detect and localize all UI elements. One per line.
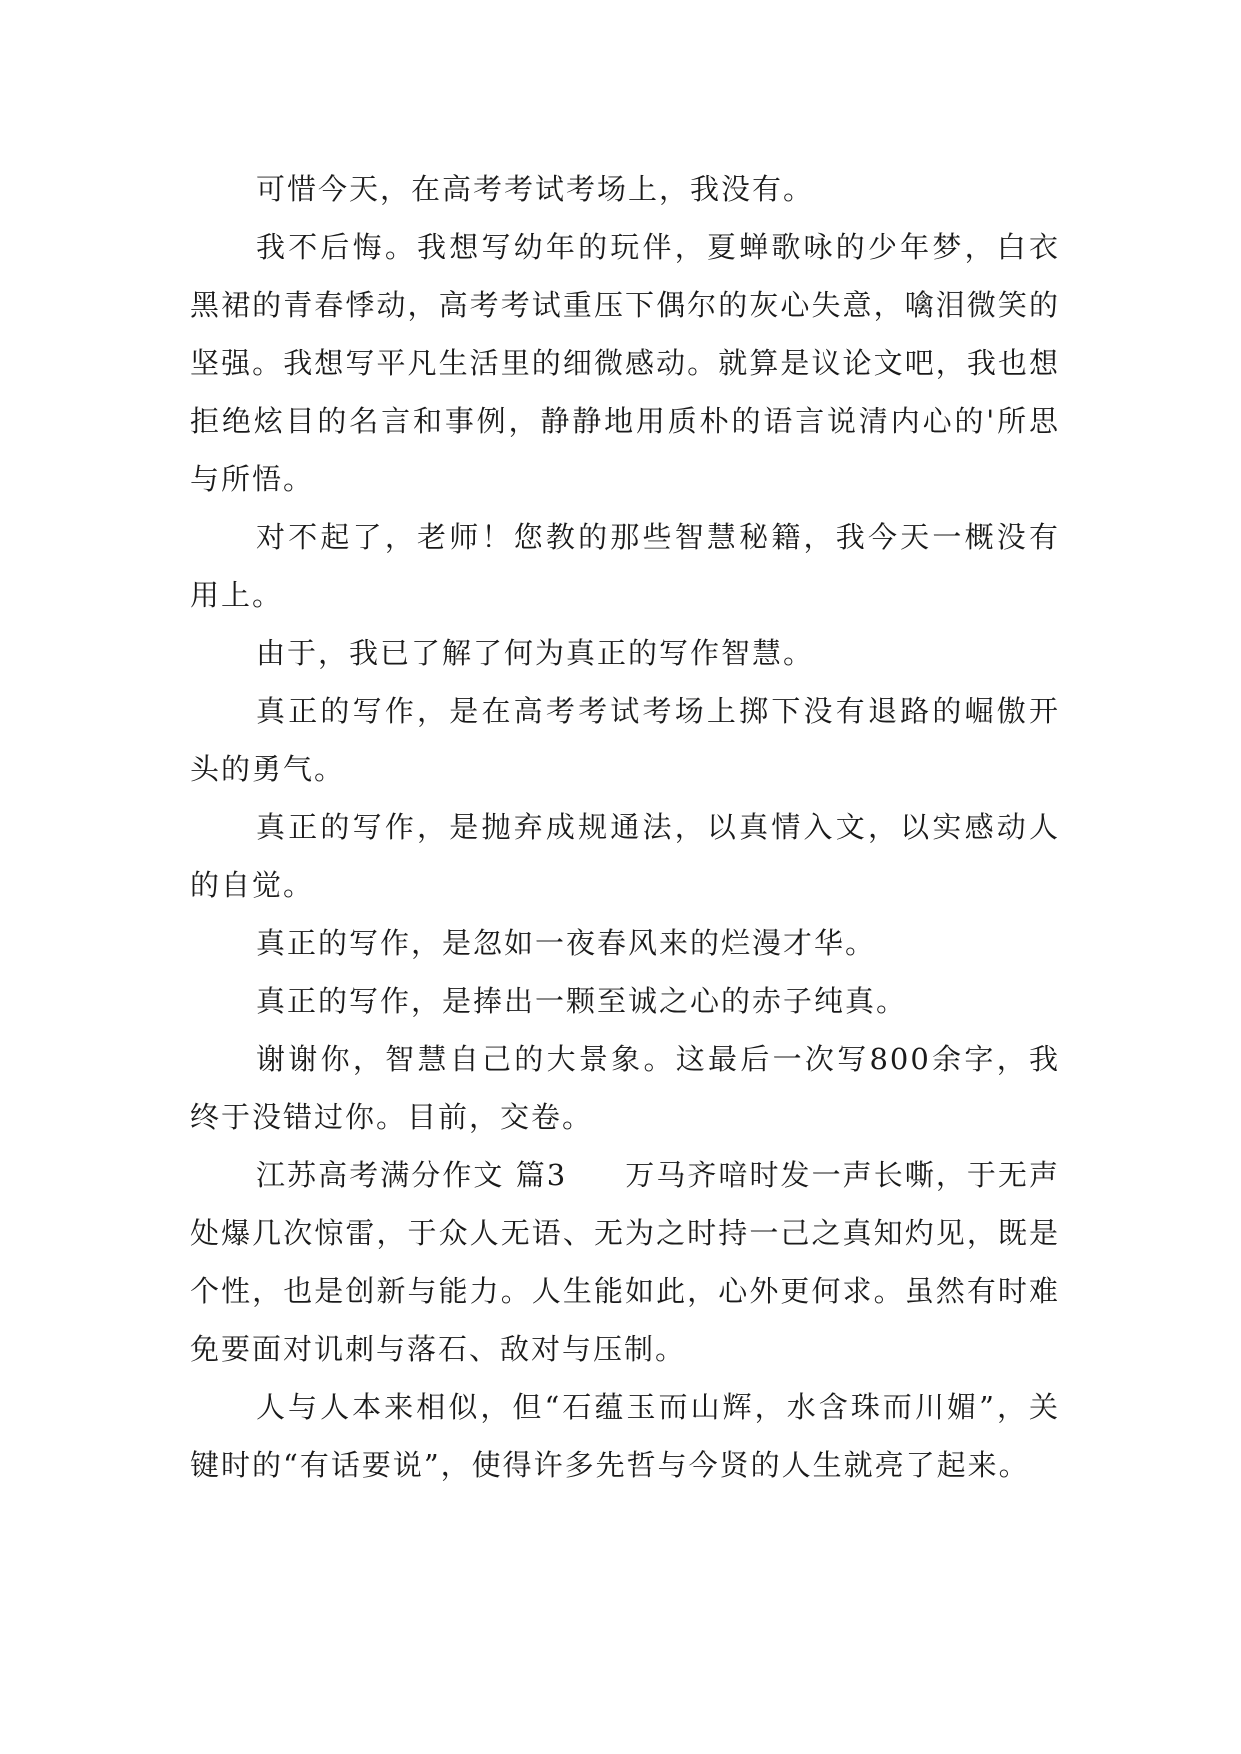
paragraph: 对不起了，老师！您教的那些智慧秘籍，我今天一概没有用上。 [190,520,1060,612]
section-intro: 万马齐喑时发一声长嘶，于无声处爆几次惊雷，于众人无语、无为之时持一己之真知灼见，既是个性，也是创新与能力。人生能如此，心外更何求。虽然有时难免要面对讥刺与落石、敌对与压制。 [190,1158,1060,1366]
paragraph: 真正的写作，是忽如一夜春风来的烂漫才华。 [256,926,877,960]
paragraph: 我不后悔。我想写幼年的玩伴，夏蝉歌咏的少年梦，白衣黑裙的青春悸动，高考考试重压下偶尔的灰心失意，噙泪微笑的坚强。我想写平凡生活里的细微感动。就算是议论文吧，我也想拒绝炫目的名言和事例，静静地用质朴的语言说清内心的'所思与所悟。 [190,230,1060,496]
section-paragraph [190,1146,1060,1378]
paragraph: 由于，我已了解了何为真正的写作智慧。 [256,636,815,670]
essay-body [190,160,1060,1494]
paragraph: 真正的写作，是捧出一颗至诚之心的赤子纯真。 [256,984,908,1018]
paragraph: 真正的写作，是在高考考试考场上掷下没有退路的崛傲开头的勇气。 [190,694,1060,786]
paragraph: 真正的写作，是抛弃成规通法，以真情入文，以实感动人的自觉。 [190,810,1060,902]
section-heading: 江苏高考满分作文 篇3 [256,1158,568,1192]
paragraph: 可惜今天，在高考考试考场上，我没有。 [256,172,815,206]
paragraph: 谢谢你，智慧自己的大景象。这最后一次写800余字，我终于没错过你。目前，交卷。 [190,1042,1060,1134]
paragraph: 人与人本来相似，但“石蕴玉而山辉，水含珠而川媚”，关键时的“有话要说”，使得许多先哲与今贤的人生就亮了起来。 [190,1390,1060,1482]
